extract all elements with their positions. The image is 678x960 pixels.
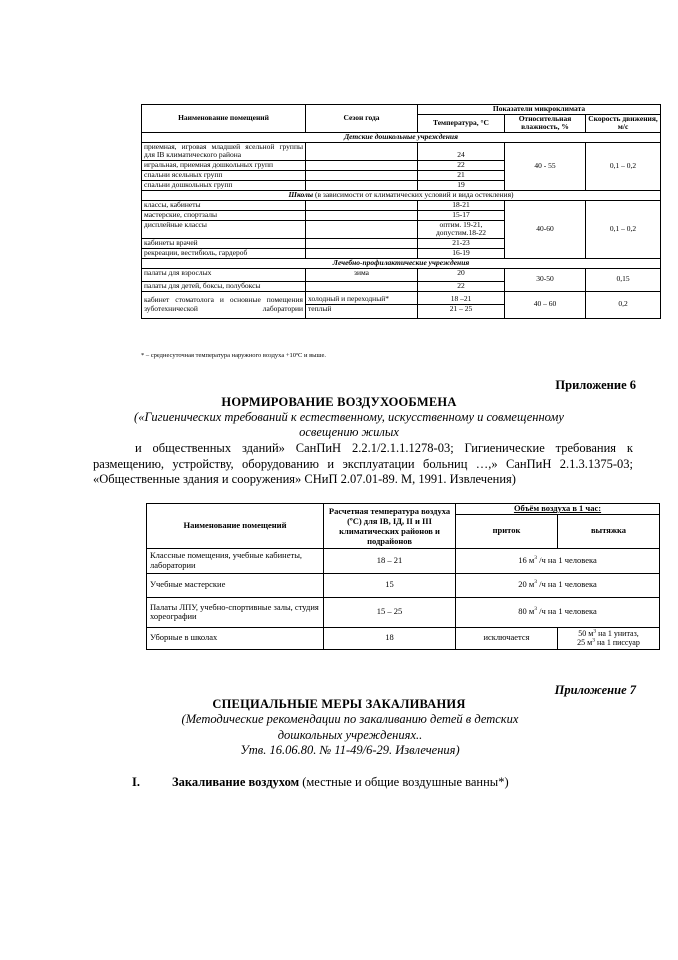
item-title: Закаливание воздухом bbox=[172, 775, 300, 789]
season-cell bbox=[306, 210, 418, 220]
season-cell bbox=[306, 220, 418, 238]
section-title bbox=[142, 190, 661, 200]
season-cell bbox=[306, 281, 418, 291]
season-cell bbox=[306, 238, 418, 248]
header-exhaust: вытяжка bbox=[558, 514, 660, 548]
appendix-6-label: Приложение 6 bbox=[555, 378, 636, 392]
temperature-cell: 18 bbox=[324, 627, 456, 649]
room-cell: Классные помещения, учебные кабинеты, лаборатории bbox=[147, 548, 324, 573]
temperature-cell: 22 bbox=[418, 281, 505, 291]
appendix-6-paragraph: и общественных зданий» СанПиН 2.2.1/2.1.1.1278-03; Гигиенические требования к размещению, устройству, оборудованию и эксплуатации больниц …,» СанПиН 2.1.3.1375-03; «Общественные здания и сооружения» СНиП 2.07.01-89. М, 1991. Извлечения) bbox=[93, 441, 633, 486]
temperature-cell: 21-23 bbox=[418, 238, 505, 248]
temperature-warm: 21 – 25 bbox=[449, 304, 473, 314]
temperature-cell: 22 bbox=[418, 160, 505, 170]
temperature-cell: 18 – 21 bbox=[324, 548, 456, 573]
exhaust-cell: 50 $м^3$ на 1 унитаз, 25 $м^3$ на 1 писсуар bbox=[558, 627, 660, 649]
room-cell: кабинеты врачей bbox=[142, 238, 306, 248]
room-cell: игральная, приемная дошкольных групп bbox=[142, 160, 306, 170]
inflow-cell: исключается bbox=[456, 627, 558, 649]
appendix-7-subtitle-line1: (Методические рекомендации по закаливанию детей в детских дошкольных учреждениях.. bbox=[181, 712, 519, 742]
humidity-cell: 40 - 55 bbox=[505, 142, 586, 190]
temperature-cell: 18-21 bbox=[418, 200, 505, 210]
appendix-7-title: СПЕЦИАЛЬНЫЕ МЕРЫ ЗАКАЛИВАНИЯ bbox=[212, 697, 466, 711]
room-cell: палаты для детей, боксы, полубоксы bbox=[142, 281, 306, 291]
room-cell: спальни ясельных групп bbox=[142, 170, 306, 180]
humidity-cell: 40-60 bbox=[505, 200, 586, 258]
room-cell: Уборные в школах bbox=[147, 627, 324, 649]
season-cell bbox=[306, 291, 418, 318]
season-cell bbox=[306, 160, 418, 170]
humidity-cell: 40 – 60 bbox=[505, 291, 586, 318]
section-title-text: Школы bbox=[288, 190, 314, 199]
season-warm: теплый bbox=[308, 304, 332, 314]
room-cell: мастерские, спортзалы bbox=[142, 210, 306, 220]
header-humidity: Относительная влажность, % bbox=[505, 114, 586, 132]
header-air-volume: Объём воздуха в 1 час: bbox=[456, 504, 660, 515]
season-cell bbox=[306, 142, 418, 160]
season-cell bbox=[306, 200, 418, 210]
temperature-cell: 15-17 bbox=[418, 210, 505, 220]
appendix-7-label: Приложение 7 bbox=[554, 683, 636, 697]
section-title: Детские дошкольные учреждения bbox=[142, 132, 661, 142]
room-cell: приемная, игровая младшей ясельной группы для IB климатического района bbox=[142, 142, 306, 160]
room-cell: Палаты ЛПУ, учебно-спортивные залы, студия хореографии bbox=[147, 597, 324, 627]
room-cell: спальни дошкольных групп bbox=[142, 180, 306, 190]
room-cell: Учебные мастерские bbox=[147, 573, 324, 597]
temperature-cell: 20 bbox=[418, 268, 505, 281]
humidity-cell: 30-50 bbox=[505, 268, 586, 291]
speed-cell: 0,1 – 0,2 bbox=[586, 200, 661, 258]
season-cell: зима bbox=[306, 268, 418, 281]
air-volume-cell: 80 $м^3$ /ч на 1 человека bbox=[456, 597, 660, 627]
section-title: Лечебно-профилактические учреждения bbox=[142, 258, 661, 268]
appendix-7-subtitle bbox=[150, 712, 550, 759]
header-temperature: Температура, °С bbox=[418, 114, 505, 132]
appendix-7-subtitle-line2: Утв. 16.06.80. № 11-49/6-29. Извлечения) bbox=[240, 743, 460, 757]
header-microclimate: Показатели микроклимата bbox=[418, 105, 661, 115]
season-cell bbox=[306, 170, 418, 180]
room-cell: палаты для взрослых bbox=[142, 268, 306, 281]
room-cell: кабинет стоматолога и основные помещения зуботехнической лаборатории bbox=[142, 291, 306, 318]
temperature-cell: 19 bbox=[418, 180, 505, 190]
header-temperature: Расчетная температура воздуха (ºС) для IB, IД, II и III климатических районов и подрайонов bbox=[324, 504, 456, 549]
table-footnote: * – среднесуточная температура наружного воздуха +10ºС и выше. bbox=[141, 352, 327, 359]
air-volume-cell: 16 $м^3$ /ч на 1 человека bbox=[456, 548, 660, 573]
temperature-cell: 21 bbox=[418, 170, 505, 180]
speed-cell: 0,2 bbox=[586, 291, 661, 318]
header-room: Наименование помещений bbox=[142, 105, 306, 133]
temperature-cell: 16-19 bbox=[418, 248, 505, 258]
header-season: Сезон года bbox=[306, 105, 418, 133]
header-speed: Скорость движения, м/с bbox=[586, 114, 661, 132]
temperature-cold: 18 –21 bbox=[418, 295, 504, 305]
temperature-cell: оптим. 19-21, допустим.18-22 bbox=[418, 220, 505, 238]
temperature-cell: 24 bbox=[418, 142, 505, 160]
microclimate-table bbox=[141, 104, 661, 319]
header-inflow: приток bbox=[456, 514, 558, 548]
air-exchange-table bbox=[146, 503, 660, 650]
header-room: Наименование помещений bbox=[147, 504, 324, 549]
season-cold: холодный и переходный* bbox=[306, 295, 417, 305]
item-text: (местные и общие воздушные ванны*) bbox=[299, 775, 509, 789]
temperature-cell bbox=[418, 291, 505, 318]
room-cell: классы, кабинеты bbox=[142, 200, 306, 210]
item-number: I. bbox=[132, 775, 140, 789]
temperature-cell: 15 – 25 bbox=[324, 597, 456, 627]
season-cell bbox=[306, 180, 418, 190]
room-cell: дисплейные классы bbox=[142, 220, 306, 238]
section-title-note: (в зависимости от климатических условий и вида остекления) bbox=[314, 190, 514, 199]
air-volume-cell: 20 $м^3$ /ч на 1 человека bbox=[456, 573, 660, 597]
room-cell: рекреации, вестибюль, гардероб bbox=[142, 248, 306, 258]
speed-cell: 0,1 – 0,2 bbox=[586, 142, 661, 190]
appendix-6-subtitle: («Гигиенических требований к естественному, искусственному и совмещенному освещению жилых bbox=[134, 410, 564, 439]
speed-cell: 0,15 bbox=[586, 268, 661, 291]
season-cell bbox=[306, 248, 418, 258]
hardening-item bbox=[132, 775, 509, 790]
temperature-cell: 15 bbox=[324, 573, 456, 597]
appendix-6-title: НОРМИРОВАНИЕ ВОЗДУХООБМЕНА bbox=[221, 395, 457, 409]
